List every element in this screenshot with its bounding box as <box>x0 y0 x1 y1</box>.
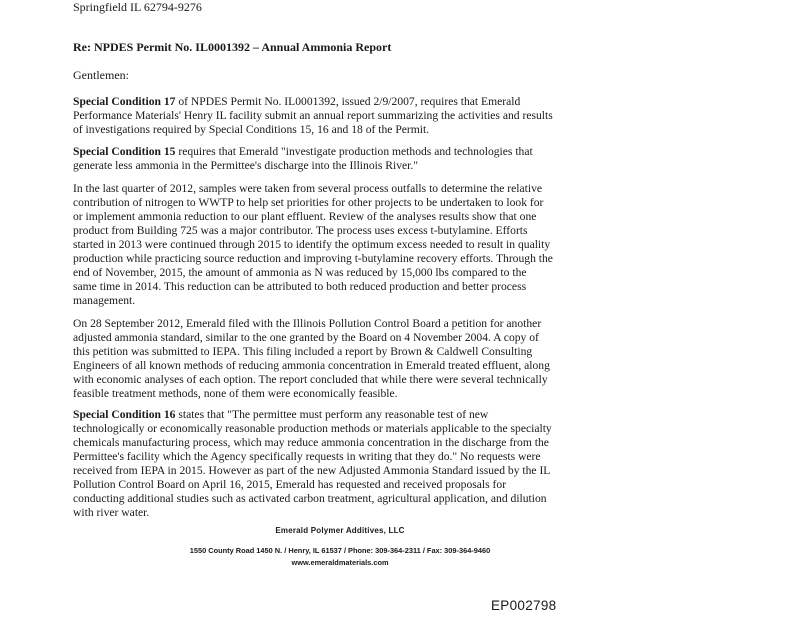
paragraph-special-condition-17 <box>73 95 553 137</box>
paragraph-lead: Special Condition 17 <box>73 95 176 108</box>
paragraph-lead: Special Condition 15 <box>73 145 176 158</box>
subject-line: Re: NPDES Permit No. IL0001392 – Annual Ammonia Report <box>73 40 392 54</box>
paragraph-body: of NPDES Permit No. IL0001392, issued 2/9/2007, requires that Emerald Performance Materials' Henry IL facility submit an annual report summarizing the activities and results of investigations required by Special Conditions 15, 16 and 18 of the Permit. <box>73 95 553 136</box>
footer-address: 1550 County Road 1450 N. / Henry, IL 61537 / Phone: 309-364-2311 / Fax: 309-364-9460 <box>189 546 491 555</box>
paragraph-special-condition-16 <box>73 408 553 520</box>
salutation: Gentlemen: <box>73 68 129 82</box>
paragraph-body: requires that Emerald "investigate production methods and technologies that generate less ammonia in the Permittee's discharge into the Illinois River." <box>73 145 533 172</box>
paragraph-special-condition-15 <box>73 145 553 173</box>
recipient-address-line: Springfield IL 62794-9276 <box>73 0 202 14</box>
footer-website: www.emeraldmaterials.com <box>291 558 389 567</box>
paragraph-lead: Special Condition 16 <box>73 408 176 421</box>
bates-number: EP002798 <box>491 598 557 613</box>
paragraph-petition: On 28 September 2012, Emerald filed with the Illinois Pollution Control Board a petition for another adjusted ammonia standard, similar to the one granted by the Board on 4 November 2004. A copy of this petition was submitted to IEPA. This filing included a report by Brown & Caldwell Consulting Engineers of all known methods of reducing ammonia concentration in Emerald treated effluent, along with economic analyses of each option. The report concluded that while there were several technically feasible treatment methods, none of them were economically feasible. <box>73 317 550 400</box>
paragraph-body: states that "The permittee must perform any reasonable test of new technologically or economically reasonable production methods or materials applicable to the specialty chemicals manufacturing process, which may reduce ammonia concentration in the discharge from the Permittee's facility which the Agency specifically requests in writing that they do." No requests were received from IEPA in 2015. However as part of the new Adjusted Ammonia Standard issued by the IL Pollution Control Board on April 16, 2015, Emerald has requested and received proposals for conducting additional studies such as activated carbon treatment, agricultural application, and dilution with river water. <box>73 408 552 519</box>
footer-company-name: Emerald Polymer Additives, LLC <box>275 526 405 535</box>
paragraph-sampling-results: In the last quarter of 2012, samples were taken from several process outfalls to determine the relative contribution of nitrogen to WWTP to help set priorities for other projects to be undertaken to look for or implement ammonia reduction to our plant effluent. Review of the analyses results show that one product from Building 725 was a major contributor. The process uses excess t-butylamine. Efforts started in 2013 were continued through 2015 to identify the optimum excess needed to result in quality production while practicing source reduction and improving t-butylamine recovery efforts. Through the end of November, 2015, the amount of ammonia as N was reduced by 15,000 lbs compared to the same time in 2014. This reduction can be attributed to both reduced production and better process management. <box>73 182 553 307</box>
